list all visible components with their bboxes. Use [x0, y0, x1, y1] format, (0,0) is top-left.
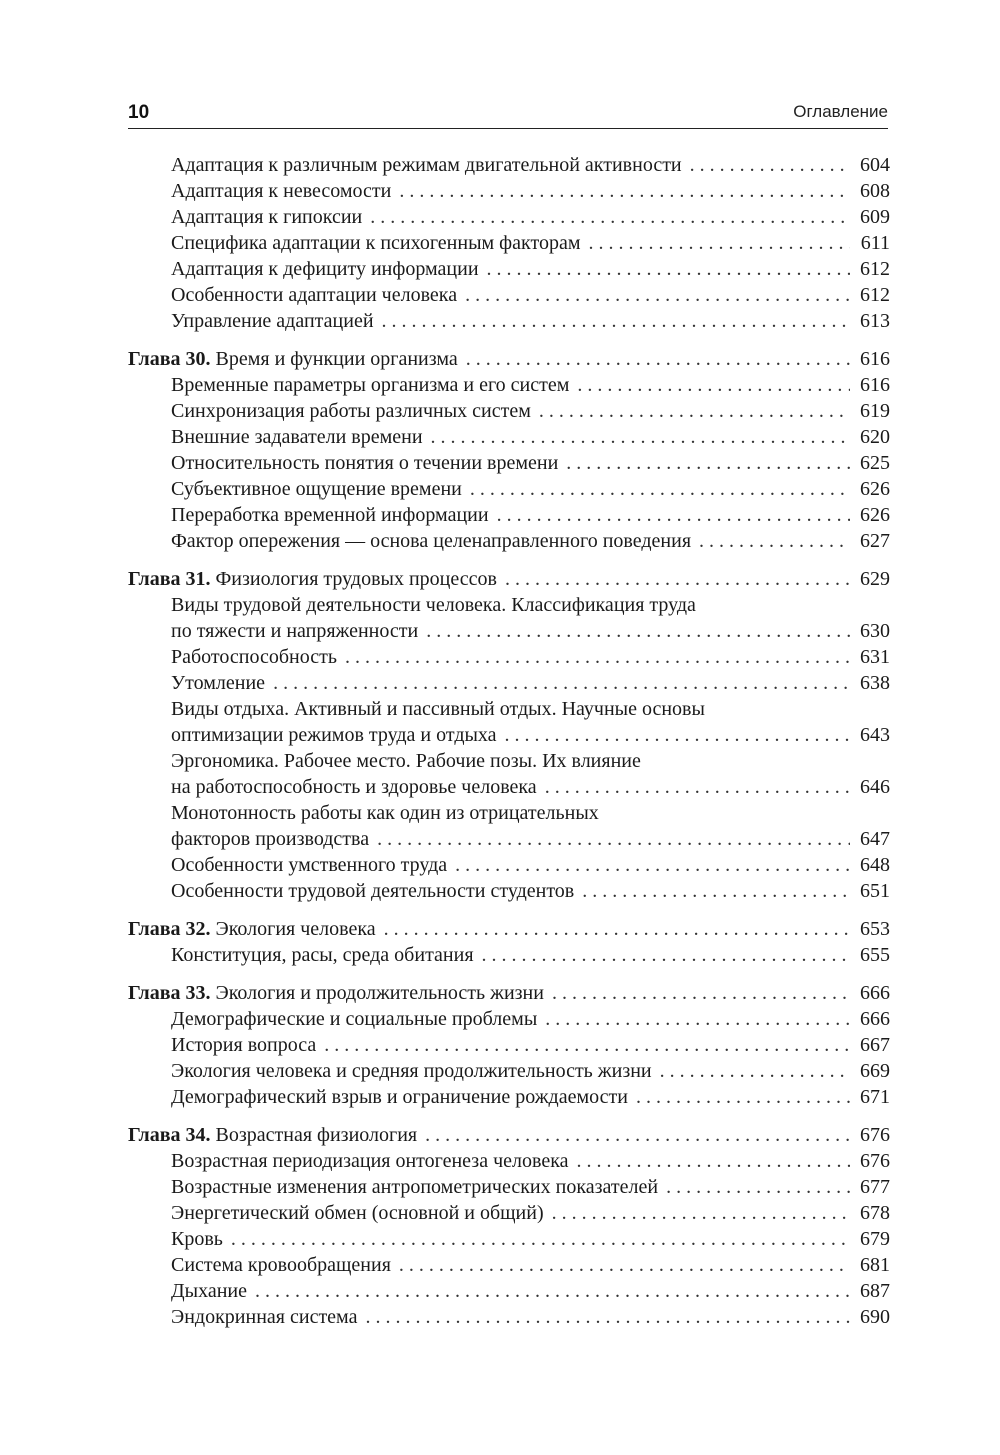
dot-leader: [497, 502, 850, 528]
toc-page-number: 678: [860, 1202, 890, 1224]
dot-leader: [382, 308, 850, 334]
toc-entry[interactable]: [128, 1058, 890, 1084]
dot-leader: [255, 1278, 850, 1304]
toc-entry[interactable]: [128, 826, 890, 852]
toc-chapter-entry[interactable]: [128, 346, 890, 372]
toc-page-number: 667: [860, 1034, 890, 1056]
dot-leader: [365, 1304, 850, 1330]
page-header: [128, 100, 888, 129]
toc-entry-title: Система кровообращения: [171, 1254, 391, 1276]
toc-entry[interactable]: [128, 256, 890, 282]
toc-entry-title: Возрастные изменения антропометрических показателей: [171, 1176, 659, 1198]
toc-page-number: 687: [860, 1280, 890, 1302]
toc-page-number: 643: [860, 724, 890, 746]
toc-entry[interactable]: [128, 618, 890, 644]
chapter-title: Экология человека: [215, 918, 376, 940]
toc-entry-title: Дыхание: [171, 1280, 247, 1302]
toc-entry[interactable]: [128, 878, 890, 904]
toc-entry[interactable]: [128, 1084, 890, 1110]
toc-entry-title: Демографический взрыв и ограничение рождаемости: [171, 1086, 628, 1108]
dot-leader: [552, 1200, 850, 1226]
dot-leader: [577, 1148, 851, 1174]
page-number: 10: [128, 102, 150, 123]
toc-entry-title: Виды трудовой деятельности человека. Классификация труда: [171, 594, 696, 616]
toc-entry-title: по тяжести и напряженности: [171, 620, 419, 642]
toc-entry-title: Утомление: [171, 672, 266, 694]
toc-page-number: 638: [860, 672, 890, 694]
toc-entry-title: Виды отдыха. Активный и пассивный отдых. Научные основы: [171, 698, 705, 720]
dot-leader: [505, 722, 850, 748]
toc-page-number: 651: [860, 880, 890, 902]
toc-entry[interactable]: [128, 644, 890, 670]
toc-page-number: 619: [860, 400, 890, 422]
dot-leader: [666, 1174, 850, 1200]
toc-entry-title: Управление адаптацией: [171, 310, 374, 332]
dot-leader: [465, 282, 850, 308]
dot-leader: [370, 204, 850, 230]
toc-entry[interactable]: [128, 1304, 890, 1330]
toc-entry-title: Кровь: [171, 1228, 223, 1250]
chapter-label: Глава 34.: [128, 1124, 211, 1146]
toc-page-number: 630: [860, 620, 890, 642]
dot-leader: [384, 916, 850, 942]
chapter-title: Экология и продолжительность жизни: [215, 982, 544, 1004]
toc-entry-title: Эндокринная система: [171, 1306, 358, 1328]
toc-entry-title: Особенности умственного труда: [171, 854, 448, 876]
toc-page-number: 648: [860, 854, 890, 876]
toc-page-number: 626: [860, 504, 890, 526]
toc-entry[interactable]: [128, 1278, 890, 1304]
toc-entry-title: Адаптация к невесомости: [171, 180, 392, 202]
toc-entry[interactable]: [128, 1148, 890, 1174]
dot-leader: [399, 178, 850, 204]
toc-page-number: 690: [860, 1306, 890, 1328]
table-of-contents: [128, 152, 890, 1330]
toc-entry[interactable]: [128, 852, 890, 878]
toc-entry-title: Временные параметры организма и его систем: [171, 374, 570, 396]
toc-entry[interactable]: [128, 670, 890, 696]
dot-leader: [426, 618, 850, 644]
toc-entry[interactable]: [128, 1174, 890, 1200]
toc-entry-title: факторов производства: [171, 828, 370, 850]
toc-chapter-entry[interactable]: [128, 566, 890, 592]
dot-leader: [487, 256, 850, 282]
toc-entry[interactable]: [128, 528, 890, 554]
toc-entry-title: Особенности адаптации человека: [171, 284, 458, 306]
dot-leader: [399, 1252, 850, 1278]
toc-entry[interactable]: [128, 696, 890, 722]
toc-page-number: 676: [860, 1124, 890, 1146]
toc-entry[interactable]: [128, 204, 890, 230]
toc-page-number: 676: [860, 1150, 890, 1172]
toc-entry[interactable]: [128, 398, 890, 424]
toc-page-number: 666: [860, 1008, 890, 1030]
toc-page-number: 671: [860, 1086, 890, 1108]
dot-leader: [431, 424, 850, 450]
toc-entry-title: Адаптация к дефициту информации: [171, 258, 479, 280]
chapter-label: Глава 32.: [128, 918, 211, 940]
toc-entry-title: Специфика адаптации к психогенным факторам: [171, 232, 581, 254]
toc-page-number: 627: [860, 530, 890, 552]
running-title: Оглавление: [793, 102, 888, 121]
dot-leader: [539, 398, 850, 424]
dot-leader: [324, 1032, 850, 1058]
toc-entry[interactable]: [128, 592, 890, 618]
toc-entry[interactable]: [128, 424, 890, 450]
dot-leader: [690, 152, 850, 178]
toc-page-number: 608: [860, 180, 890, 202]
toc-entry[interactable]: [128, 1200, 890, 1226]
toc-page-number: 681: [860, 1254, 890, 1276]
toc-entry[interactable]: [128, 1006, 890, 1032]
toc-entry[interactable]: [128, 230, 890, 256]
dot-leader: [660, 1058, 850, 1084]
dot-leader: [470, 476, 850, 502]
toc-page-number: 616: [860, 374, 890, 396]
toc-entry[interactable]: [128, 178, 890, 204]
toc-page-number: 631: [860, 646, 890, 668]
toc-page-number: 646: [860, 776, 890, 798]
dot-leader: [699, 528, 850, 554]
toc-page-number: 616: [860, 348, 890, 370]
toc-entry[interactable]: [128, 1226, 890, 1252]
toc-entry[interactable]: [128, 476, 890, 502]
toc-entry[interactable]: [128, 502, 890, 528]
dot-leader: [636, 1084, 850, 1110]
toc-page-number: 620: [860, 426, 890, 448]
chapter-title: Время и функции организма: [215, 348, 458, 370]
toc-entry-title: Относительность понятия о течении времени: [171, 452, 559, 474]
toc-entry-title: Конституция, расы, среда обитания: [171, 944, 474, 966]
toc-entry-title: Фактор опережения — основа целенаправленного поведения: [171, 530, 692, 552]
toc-page-number: 655: [860, 944, 890, 966]
dot-leader: [552, 980, 850, 1006]
toc-entry-title: Энергетический обмен (основной и общий): [171, 1202, 544, 1224]
toc-page-number: 677: [860, 1176, 890, 1198]
toc-page-number: 647: [860, 828, 890, 850]
dot-leader: [577, 372, 850, 398]
dot-leader: [582, 878, 850, 904]
toc-entry[interactable]: [128, 800, 890, 826]
toc-entry[interactable]: [128, 450, 890, 476]
toc-entry-title: Переработка временной информации: [171, 504, 489, 526]
toc-page-number: 612: [860, 258, 890, 280]
dot-leader: [545, 1006, 850, 1032]
toc-entry[interactable]: [128, 774, 890, 800]
dot-leader: [566, 450, 850, 476]
dot-leader: [455, 852, 850, 878]
toc-page-number: 629: [860, 568, 890, 590]
dot-leader: [588, 230, 850, 256]
toc-entry-title: оптимизации режимов труда и отдыха: [171, 724, 497, 746]
toc-entry-title: Монотонность работы как один из отрицательных: [171, 802, 599, 824]
dot-leader: [273, 670, 850, 696]
toc-entry-title: Демографические и социальные проблемы: [171, 1008, 538, 1030]
toc-entry-title: Возрастная периодизация онтогенеза человека: [171, 1150, 569, 1172]
toc-entry[interactable]: [128, 722, 890, 748]
toc-entry[interactable]: [128, 372, 890, 398]
toc-entry[interactable]: [128, 942, 890, 968]
toc-entry-title: на работоспособность и здоровье человека: [171, 776, 537, 798]
toc-page-number: 609: [860, 206, 890, 228]
toc-chapter-entry[interactable]: [128, 916, 890, 942]
chapter-label: Глава 30.: [128, 348, 211, 370]
toc-entry-title: Адаптация к различным режимам двигательной активности: [171, 154, 682, 176]
toc-page-number: 625: [860, 452, 890, 474]
toc-entry[interactable]: [128, 282, 890, 308]
toc-page-number: 611: [860, 232, 890, 254]
dot-leader: [425, 1122, 850, 1148]
chapter-title: Возрастная физиология: [215, 1124, 418, 1146]
toc-entry-title: Работоспособность: [171, 646, 337, 668]
toc-page-number: 604: [860, 154, 890, 176]
toc-page-number: 679: [860, 1228, 890, 1250]
chapter-label: Глава 31.: [128, 568, 211, 590]
dot-leader: [345, 644, 850, 670]
toc-page-number: 626: [860, 478, 890, 500]
toc-chapter-entry[interactable]: [128, 1122, 890, 1148]
toc-page-number: 666: [860, 982, 890, 1004]
toc-page-number: 669: [860, 1060, 890, 1082]
toc-page-number: 653: [860, 918, 890, 940]
dot-leader: [505, 566, 850, 592]
toc-entry-title: Экология человека и средняя продолжительность жизни: [171, 1060, 652, 1082]
toc-entry-title: Эргономика. Рабочее место. Рабочие позы. Их влияние: [171, 750, 641, 772]
dot-leader: [466, 346, 850, 372]
toc-entry-title: Особенности трудовой деятельности студентов: [171, 880, 575, 902]
toc-entry-title: Внешние задаватели времени: [171, 426, 423, 448]
dot-leader: [231, 1226, 850, 1252]
toc-entry[interactable]: [128, 1032, 890, 1058]
toc-entry-title: История вопроса: [171, 1034, 317, 1056]
toc-entry[interactable]: [128, 1252, 890, 1278]
toc-page-number: 613: [860, 310, 890, 332]
toc-entry[interactable]: [128, 308, 890, 334]
toc-page-number: 612: [860, 284, 890, 306]
toc-chapter-entry[interactable]: [128, 980, 890, 1006]
toc-entry[interactable]: [128, 152, 890, 178]
toc-entry-title: Адаптация к гипоксии: [171, 206, 363, 228]
dot-leader: [482, 942, 850, 968]
toc-entry-title: Синхронизация работы различных систем: [171, 400, 531, 422]
dot-leader: [377, 826, 850, 852]
toc-entry[interactable]: [128, 748, 890, 774]
chapter-label: Глава 33.: [128, 982, 211, 1004]
chapter-title: Физиология трудовых процессов: [215, 568, 497, 590]
dot-leader: [545, 774, 850, 800]
toc-entry-title: Субъективное ощущение времени: [171, 478, 462, 500]
